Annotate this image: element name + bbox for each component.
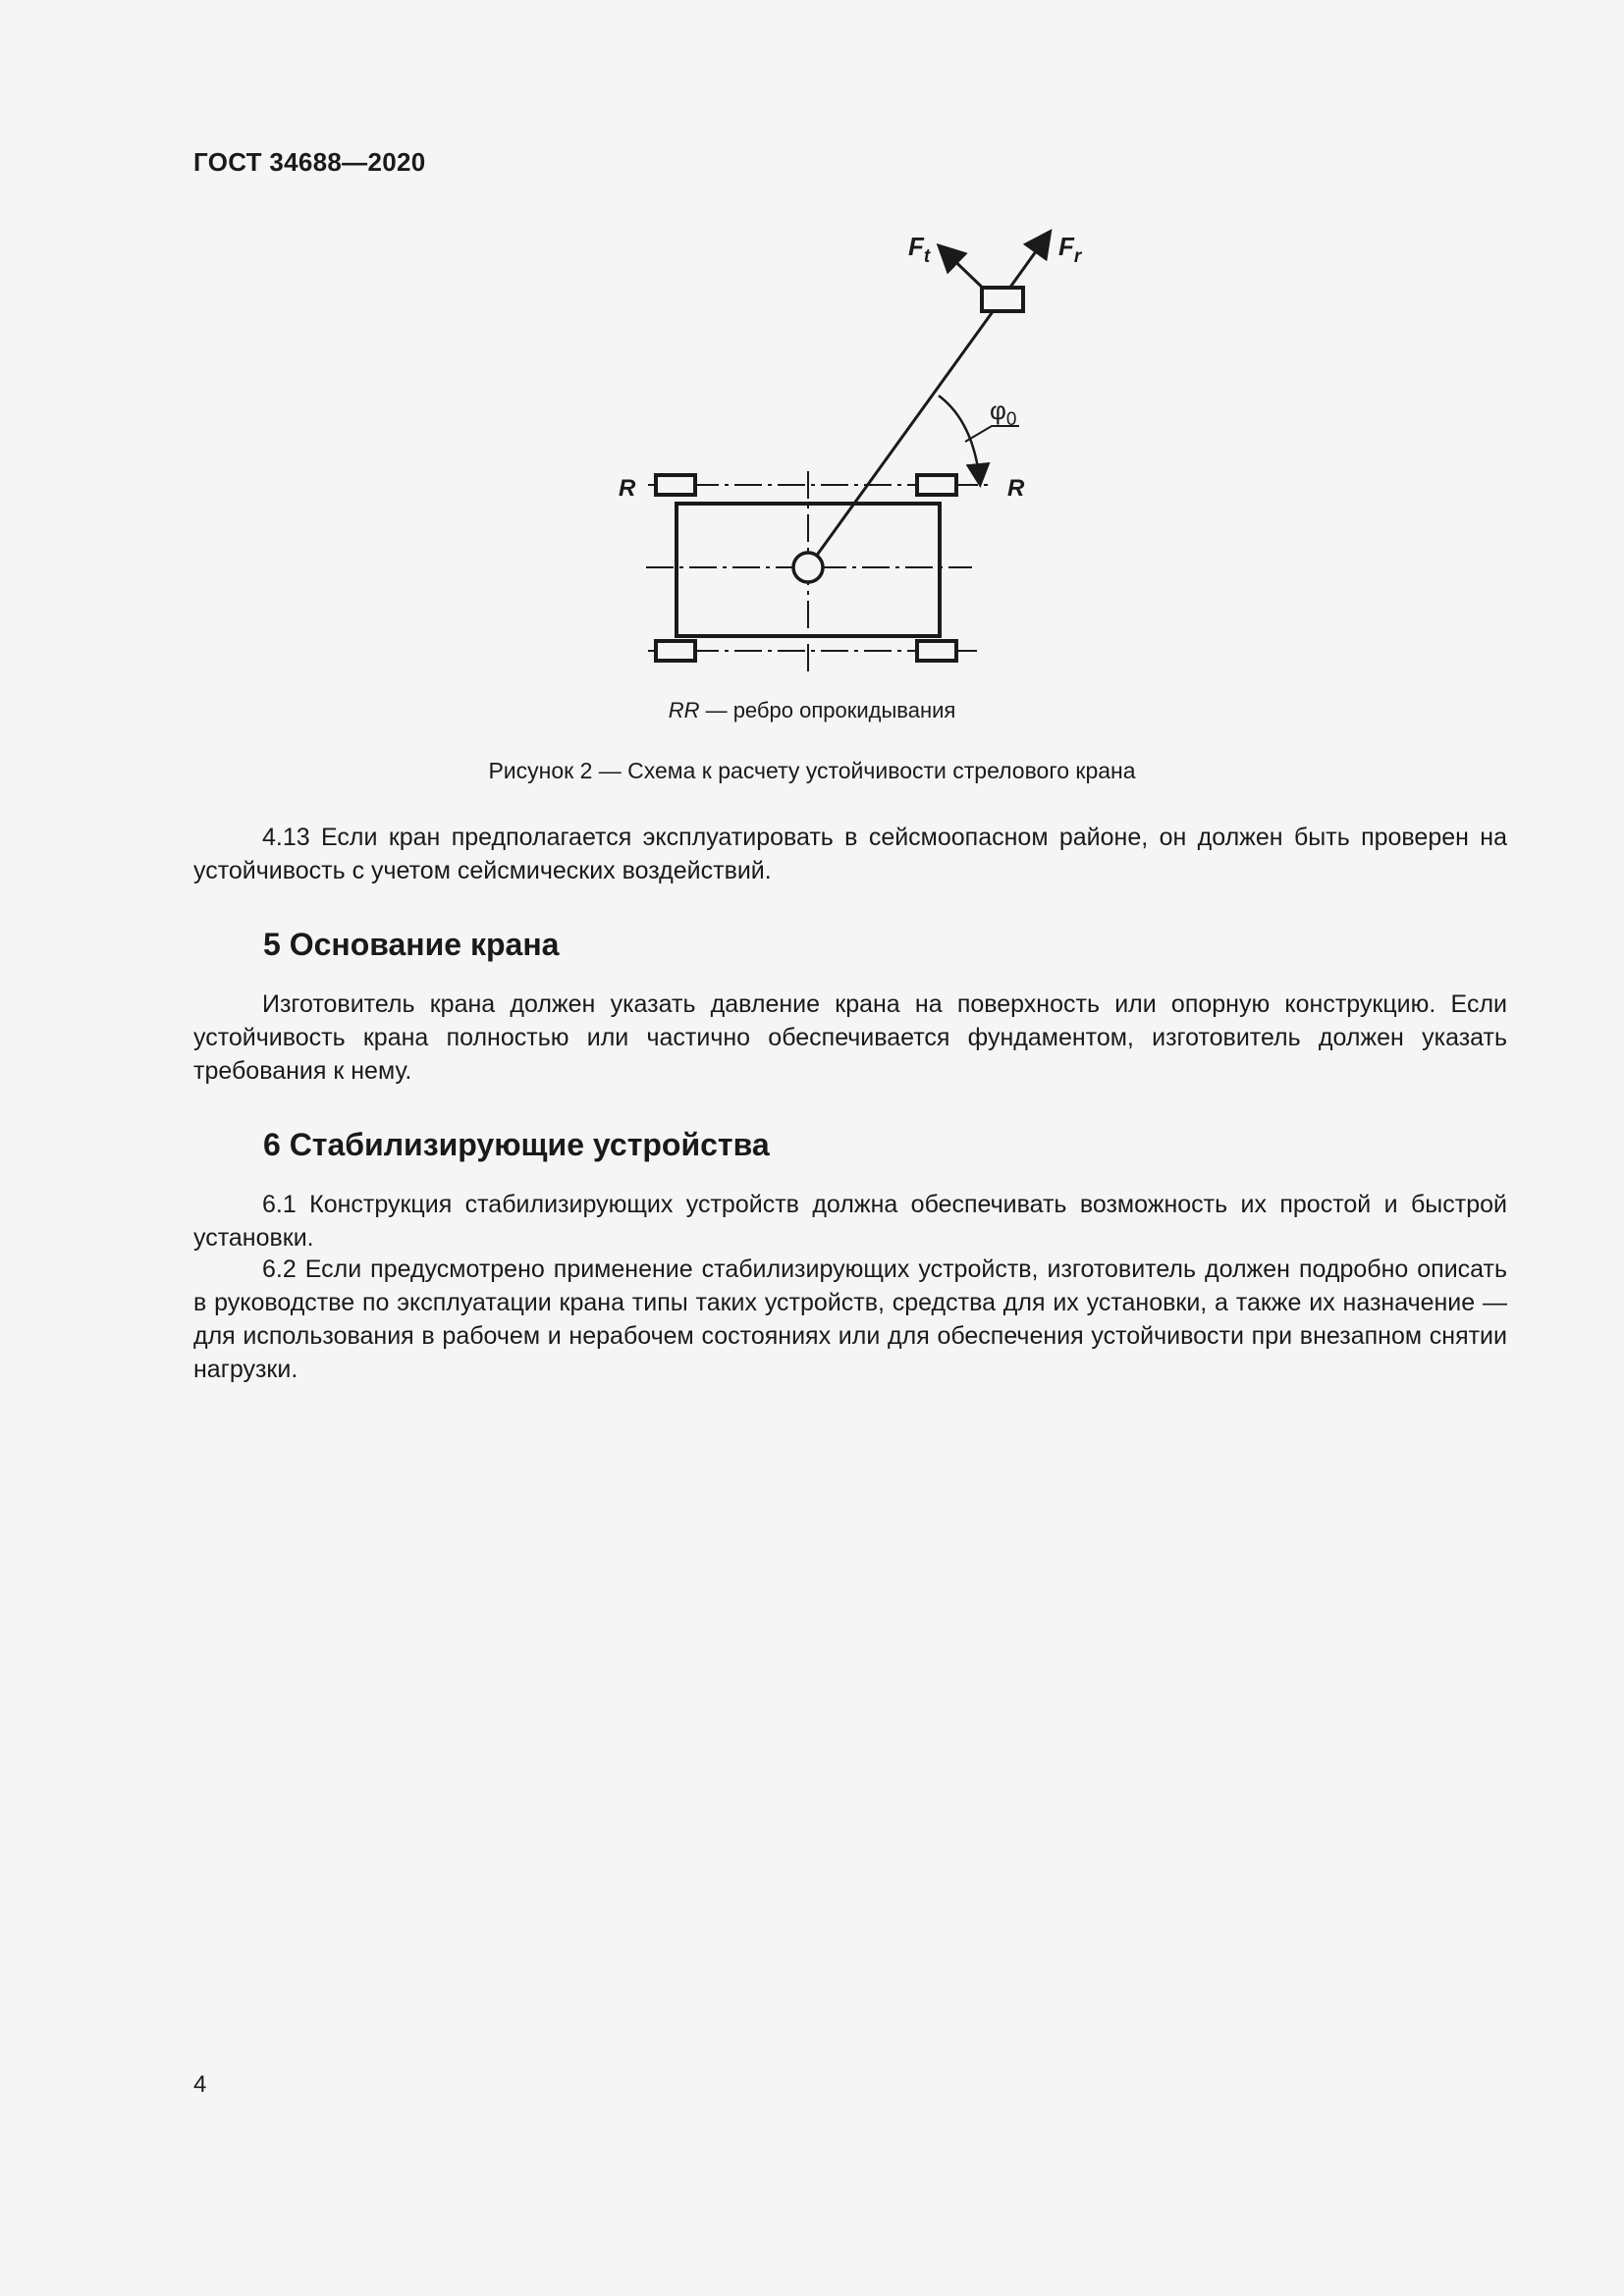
crane-stability-figure bbox=[589, 216, 1100, 687]
label-fr bbox=[1058, 232, 1083, 267]
label-ft-main: F bbox=[908, 232, 924, 261]
label-phi bbox=[990, 396, 1016, 430]
label-phi-main: φ bbox=[990, 396, 1006, 425]
pivot-circle bbox=[793, 553, 823, 582]
figure-caption: Рисунок 2 — Схема к расчету устойчивости стрелового крана bbox=[488, 758, 1136, 783]
page-number: 4 bbox=[193, 2071, 207, 2098]
label-r-right: R bbox=[1007, 475, 1025, 502]
document-header: ГОСТ 34688—2020 bbox=[193, 147, 426, 177]
label-fr-main: F bbox=[1058, 232, 1074, 261]
paragraph-6-2: 6.2 Если предусмотрено применение стабилизирующих устройств, изготовитель должен подробно описать в руководстве по эксплуатации крана типы таких устройств, средства для их установки, а также их назначение — для использования в рабочем и нерабочем состояниях или для обеспечения устойчивости при внезапном снятии нагрузки. bbox=[193, 1255, 1507, 1383]
outrigger-pad-top-left bbox=[656, 475, 695, 495]
paragraph-5: Изготовитель крана должен указать давление крана на поверхность или опорную конструкцию. Если устойчивость крана полностью или частично обеспечивается фундаментом, изготовитель должен указать требования к нему. bbox=[193, 990, 1507, 1085]
load-block bbox=[982, 288, 1023, 311]
label-ft bbox=[908, 232, 931, 267]
paragraph-6-1: 6.1 Конструкция стабилизирующих устройств должна обеспечивать возможность их простой и быстрой установки. bbox=[193, 1191, 1507, 1252]
outrigger-pad-bottom-left bbox=[656, 641, 695, 661]
legend-text: — ребро опрокидывания bbox=[699, 698, 956, 722]
outrigger-pad-top-right bbox=[917, 475, 956, 495]
crane-diagram bbox=[589, 216, 1100, 687]
section-5-title: 5 Основание крана bbox=[263, 927, 560, 962]
label-fr-sub: r bbox=[1073, 246, 1082, 267]
angle-phi-arc bbox=[939, 396, 980, 483]
label-phi-sub: 0 bbox=[1005, 409, 1017, 430]
section-6-title: 6 Стабилизирующие устройства bbox=[263, 1127, 770, 1162]
label-r-left: R bbox=[619, 475, 636, 502]
figure-legend bbox=[0, 698, 1624, 723]
outrigger-pad-bottom-right bbox=[917, 641, 956, 661]
boom-line bbox=[808, 299, 1001, 567]
legend-symbol: RR bbox=[668, 698, 700, 722]
label-ft-sub: t bbox=[923, 246, 931, 267]
paragraph-4-13: 4.13 Если кран предполагается эксплуатировать в сейсмоопасном районе, он должен быть проверен на устойчивость с учетом сейсмических воздействий. bbox=[193, 824, 1507, 884]
